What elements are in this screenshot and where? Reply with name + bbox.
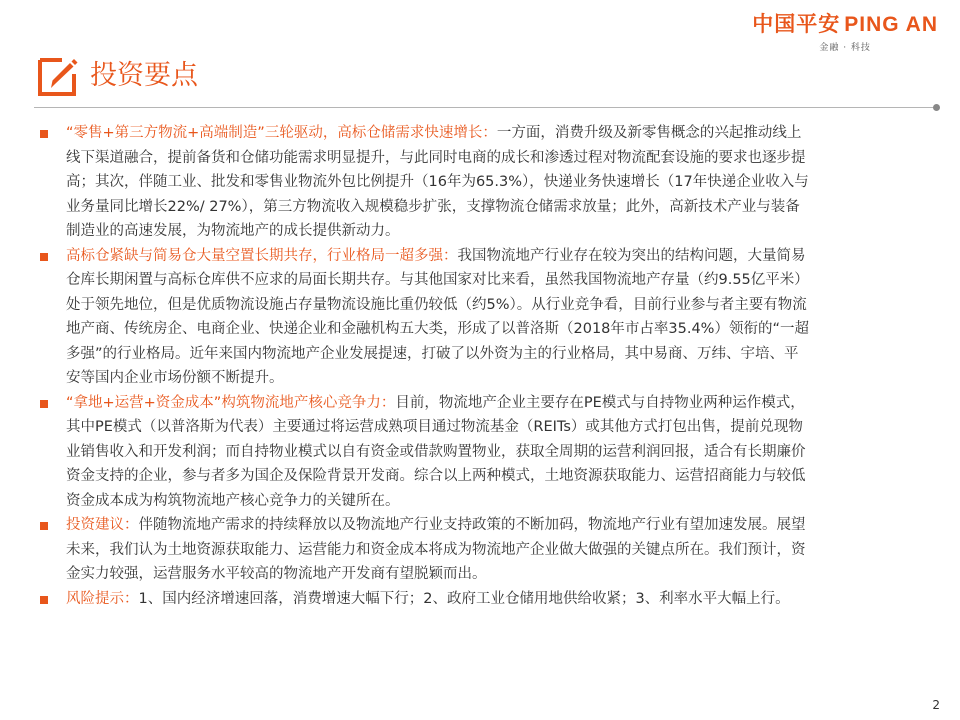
- key-point-body: 目前，物流地产企业主要存在PE模式与自持物业两种运作模式，其中PE模式（以普洛斯为代表）主要通过将运营成熟项目通过物流基金（REITs）或其他方式打包出售，提前兑现物业销售收入和开发利润；而自持物业模式以自有资金或借款购置物业，获取全周期的运营利润回报，适合有长期廉价资金支持的企业，参与者多为国企及保险背景开发商。综合以上两种模式，土地资源获取能力、运营招商能力与较低资金成本成为构筑物流地产核心竞争力的关键所在。: [66, 394, 806, 509]
- bullet-square-icon: [40, 400, 48, 408]
- key-point-heading: 风险提示：: [66, 590, 139, 607]
- bullet-square-icon: [40, 253, 48, 261]
- key-point-body: 伴随物流地产需求的持续释放以及物流地产行业支持政策的不断加码，物流地产行业有望加速发展。展望未来，我们认为土地资源获取能力、运营能力和资金成本将成为物流地产企业做大做强的关键点所在。我们预计，资金实力较强，运营服务水平较高的物流地产开发商有望脱颖而出。: [66, 517, 806, 582]
- key-point-heading: “零售+第三方物流+高端制造”三轮驱动，高标仓储需求快速增长：: [66, 125, 497, 141]
- logo-en: PING AN: [844, 13, 938, 36]
- logo-cn: 中国平安: [752, 12, 841, 36]
- bullet-square-icon: [40, 596, 48, 604]
- key-points-list: [40, 121, 810, 611]
- logo-wordmark: [752, 12, 938, 37]
- key-point-body: 我国物流地产行业存在较为突出的结构问题，大量简易仓库长期闲置与高标仓库供不应求的局面长期共存。与其他国家对比来看，虽然我国物流地产存量（约9.55亿平米）处于领先地位，但是优质物流设施占存量物流设施比重仍较低（约5%）。从行业竞争看，目前行业参与者主要有物流地产商、传统房企、电商企业、快递企业和金融机构五大类，形成了以普洛斯（2018年市占率35.4%）领衔的“一超多强”的行业格局。近年来国内物流地产企业发展提速，打破了以外资为主的行业格局，其中易商、万纬、宇培、平安等国内企业市场份额不断提升。: [66, 247, 809, 386]
- title-divider: [34, 107, 934, 108]
- page-number: 2: [932, 698, 940, 712]
- page-title: 投资要点: [90, 60, 198, 91]
- key-point-structure: [40, 244, 810, 391]
- bullet-square-icon: [40, 130, 48, 138]
- key-point-heading: 高标仓紧缺与简易仓大量空置长期共存，行业格局一超多强：: [66, 247, 458, 264]
- key-point-competitiveness: [40, 391, 810, 514]
- divider-end-dot: [933, 104, 940, 111]
- key-point-risk-warning: [40, 587, 810, 612]
- key-point-heading: 投资建议：: [66, 517, 139, 533]
- key-point-investment-advice: [40, 513, 810, 587]
- key-point-heading: “拿地+运营+资金成本”构筑物流地产核心竞争力：: [66, 394, 396, 411]
- brand-logo: [752, 12, 938, 53]
- key-point-body: 1、国内经济增速回落，消费增速大幅下行；2、政府工业仓储用地供给收紧；3、利率水平大幅上行。: [138, 590, 790, 607]
- key-point-body: 一方面，消费升级及新零售概念的兴起推动线上线下渠道融合，提前备货和仓储功能需求明显提升，与此同时电商的成长和渗透过程对物流配套设施的要求也逐步提高；其次，伴随工业、批发和零售业物流外包比例提升（16年为65.3%），快递业务快速增长（17年快递企业收入与业务量同比增长22%/ 27%），第三方物流收入规模稳步扩张，支撑物流仓储需求放量；此外，高新技术产业与装备制造业的高速发展，为物流地产的成长提供新动力。: [66, 125, 809, 239]
- edit-pencil-icon: [34, 54, 80, 100]
- key-point-demand: [40, 121, 810, 244]
- logo-tagline: 金融 · 科技: [819, 43, 871, 53]
- bullet-square-icon: [40, 522, 48, 530]
